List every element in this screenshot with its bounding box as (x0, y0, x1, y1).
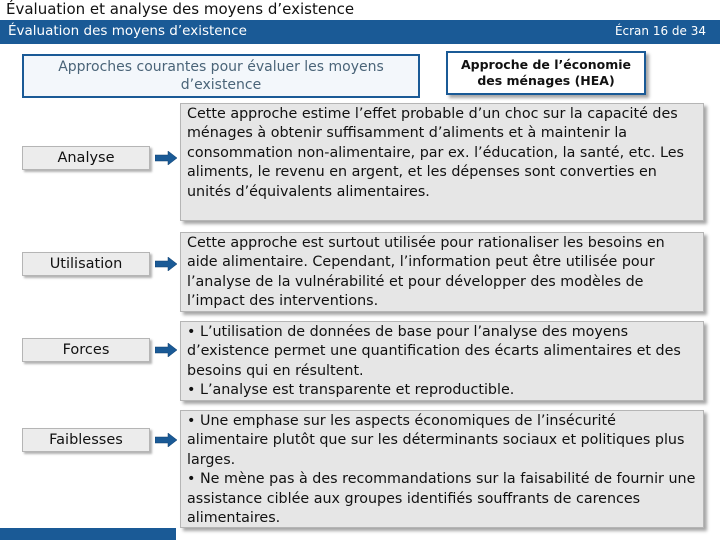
screen-counter: Écran 16 de 34 (614, 24, 706, 38)
column-header-hea (446, 51, 646, 95)
arrow-right-icon (155, 151, 177, 165)
column-header-hea-label: Approche de l’économie des ménages (HEA) (460, 57, 632, 88)
bottom-strip (0, 528, 176, 540)
row-content-faiblesses: • Une emphase sur les aspects économiques de l’insécurité alimentaire plutôt que sur les déterminants sociaux et politiques plus larges. • Ne mène pas à des recommandations sur la faisabilité de fournir une assistance ciblée aux groupes identifiés souffrants de carences alimentaires. (180, 410, 704, 528)
column-header-approaches-label: Approches courantes pour évaluer les moyens d’existence (58, 59, 384, 93)
header-bar (0, 20, 720, 44)
row-content-utilisation: Cette approche est surtout utilisée pour rationaliser les besoins en aide alimentaire. Cependant, l’information peut être utilisée pour l’analyse de la vulnérabilité et pour développer des modèles de l’impact des interventions. (180, 232, 704, 312)
row-label-utilisation: Utilisation (22, 252, 150, 276)
row-label-forces: Forces (22, 338, 150, 362)
module-title: Évaluation des moyens d’existence (8, 23, 247, 39)
arrow-right-icon (155, 433, 177, 447)
arrow-right-icon (155, 257, 177, 271)
row-label-analyse: Analyse (22, 146, 150, 170)
row-content-forces: • L’utilisation de données de base pour l’analyse des moyens d’existence permet une quantification des écarts alimentaires et des besoins qui en résultent. • L’analyse est transparente et reproductible. (180, 321, 704, 401)
course-title: Évaluation et analyse des moyens d’existence (0, 0, 720, 20)
row-label-faiblesses: Faiblesses (22, 428, 150, 452)
column-header-approaches (22, 54, 420, 98)
row-content-analyse: Cette approche estime l’effet probable d’un choc sur la capacité des ménages à obtenir suffisamment d’aliments et à maintenir la consommation non-alimentaire, par ex. l’éducation, la santé, etc. Les aliments, le revenu en argent, et les dépenses sont converties en unités d’équivalents alimentaires. (180, 103, 704, 221)
arrow-right-icon (155, 343, 177, 357)
